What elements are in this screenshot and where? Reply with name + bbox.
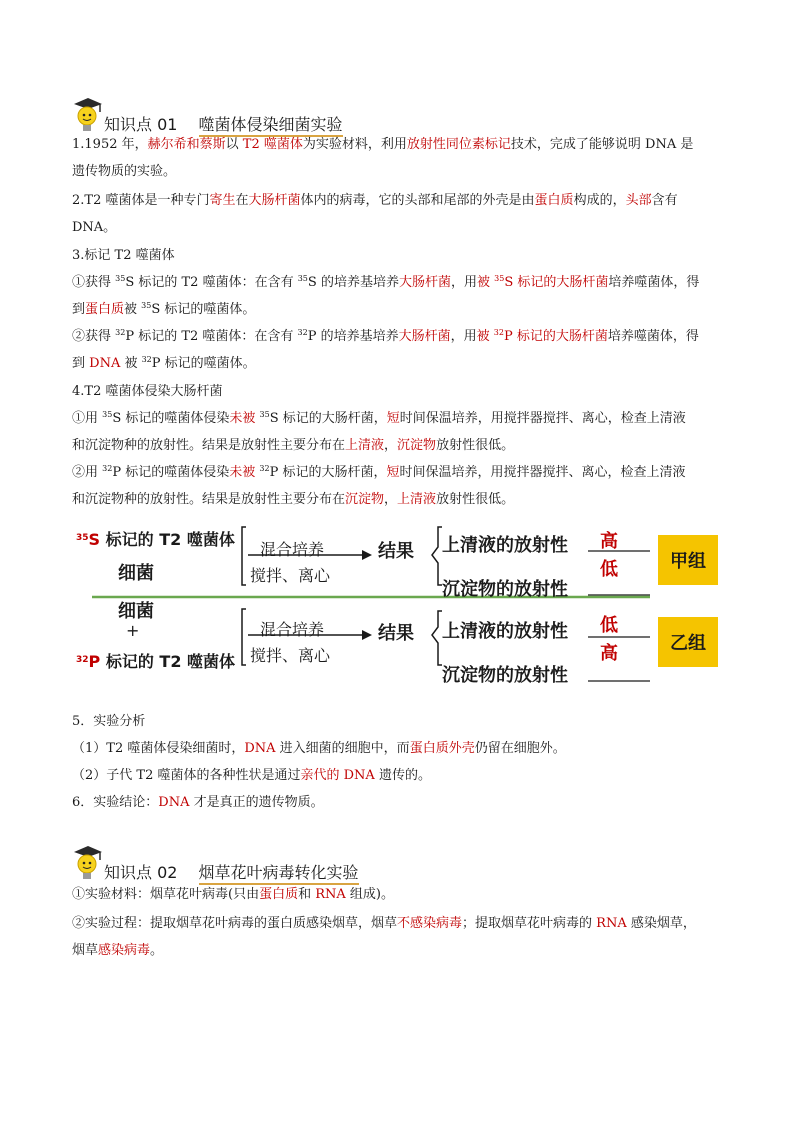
group-b-sediment-label: 沉淀物的放射性 xyxy=(442,665,568,686)
para-5b: （2）子代 T2 噬菌体的各种性状是通过亲代的 DNA 遗传的。 xyxy=(72,768,431,783)
section-2-title: 知识点 02 烟草花叶病毒转化实验 xyxy=(104,860,359,883)
group-a-sediment-label: 沉淀物的放射性 xyxy=(442,579,568,600)
para-2b: DNA。 xyxy=(72,220,117,235)
group-a-phage-label: $^{35}$S 标记的 T2 噬菌体 xyxy=(76,530,235,549)
section-1-heading xyxy=(70,96,470,136)
group-b-supernatant-value: 低 xyxy=(600,615,618,636)
group-a-mix-label: 混合培养 xyxy=(260,540,325,559)
group-b-mix-label: 混合培养 xyxy=(260,620,325,639)
section-1-title: 知识点 01 噬菌体侵染细菌实验 xyxy=(104,112,343,135)
group-a-result-label: 结果 xyxy=(378,541,414,562)
group-b-sediment-value: 高 xyxy=(600,643,618,664)
group-b-stir-label: 搅拌、离心 xyxy=(250,646,331,665)
para-4d: 和沉淀物种的放射性。结果是放射性主要分布在沉淀物，上清液放射性很低。 xyxy=(72,492,515,507)
group-b-plus: + xyxy=(126,621,140,640)
group-a-supernatant-label: 上清液的放射性 xyxy=(442,535,568,556)
para-3d: 到 DNA 被 $^{32}$P 标记的噬菌体。 xyxy=(72,355,256,371)
group-a-badge: 甲组 xyxy=(658,535,718,585)
para-2a: 2.T2 噬菌体是一种专门寄生在大肠杆菌体内的病毒，它的头部和尾部的外壳是由蛋白质构成的，头部含有 xyxy=(72,193,678,208)
experiment-diagram xyxy=(70,515,750,695)
para-4b: 和沉淀物种的放射性。结果是放射性主要分布在上清液，沉淀物放射性很低。 xyxy=(72,438,515,453)
para-q1: ①实验材料：烟草花叶病毒(只由蛋白质和 RNA 组成)。 xyxy=(72,887,395,902)
group-a-bacteria-label: 细菌 xyxy=(118,563,154,584)
para-3a: ①获得 $^{35}$S 标记的 T2 噬菌体：在含有 $^{35}$S 的培养基培养大肠杆菌，用被 $^{35}$S 标记的大肠杆菌培养噬菌体，得 xyxy=(72,274,700,290)
para-4c: ②用 $^{32}$P 标记的噬菌体侵染未被 $^{32}$P 标记的大肠杆菌，短时间保温培养，用搅拌器搅拌、离心，检查上清液 xyxy=(72,464,686,480)
para-3b: 到蛋白质被 $^{35}$S 标记的噬菌体。 xyxy=(72,301,256,317)
para-q2: ②实验过程：提取烟草花叶病毒的蛋白质感染烟草，烟草不感染病毒；提取烟草花叶病毒的 RNA 感染烟草， xyxy=(72,916,696,931)
group-a-supernatant-value: 高 xyxy=(600,531,618,552)
para-6: 6．实验结论：DNA 才是真正的遗传物质。 xyxy=(72,795,324,810)
para-4: 4.T2 噬菌体侵染大肠杆菌 xyxy=(72,384,223,399)
para-4a: ①用 $^{35}$S 标记的噬菌体侵染未被 $^{35}$S 标记的大肠杆菌，短时间保温培养，用搅拌器搅拌、离心，检查上清液 xyxy=(72,410,686,426)
para-5a: （1）T2 噬菌体侵染细菌时，DNA 进入细菌的细胞中，而蛋白质外壳仍留在细胞外。 xyxy=(72,741,566,756)
para-5: 5．实验分析 xyxy=(72,714,146,729)
group-b-result-label: 结果 xyxy=(378,623,414,644)
group-b-supernatant-label: 上清液的放射性 xyxy=(442,621,568,642)
lightbulb-mascot-icon xyxy=(70,844,104,884)
group-b-badge: 乙组 xyxy=(658,617,718,667)
para-3c: ②获得 $^{32}$P 标记的 T2 噬菌体：在含有 $^{32}$P 的培养基培养大肠杆菌，用被 $^{32}$P 标记的大肠杆菌培养噬菌体，得 xyxy=(72,328,699,344)
lightbulb-mascot-icon xyxy=(70,96,104,136)
group-a-sediment-value: 低 xyxy=(600,559,618,580)
para-q3: 烟草感染病毒。 xyxy=(72,943,164,958)
section-2-heading xyxy=(70,844,470,884)
para-1a: 1.1952 年，赫尔希和蔡斯以 T2 噬菌体为实验材料，利用放射性同位素标记技术，完成了能够说明 DNA 是 xyxy=(72,137,694,152)
para-1b: 遗传物质的实验。 xyxy=(72,164,177,179)
group-a-stir-label: 搅拌、离心 xyxy=(250,566,331,585)
group-b-phage-label: $^{32}$P 标记的 T2 噬菌体 xyxy=(76,652,236,671)
group-b-bacteria-label: 细菌 xyxy=(118,601,154,622)
para-3: 3.标记 T2 噬菌体 xyxy=(72,248,175,263)
